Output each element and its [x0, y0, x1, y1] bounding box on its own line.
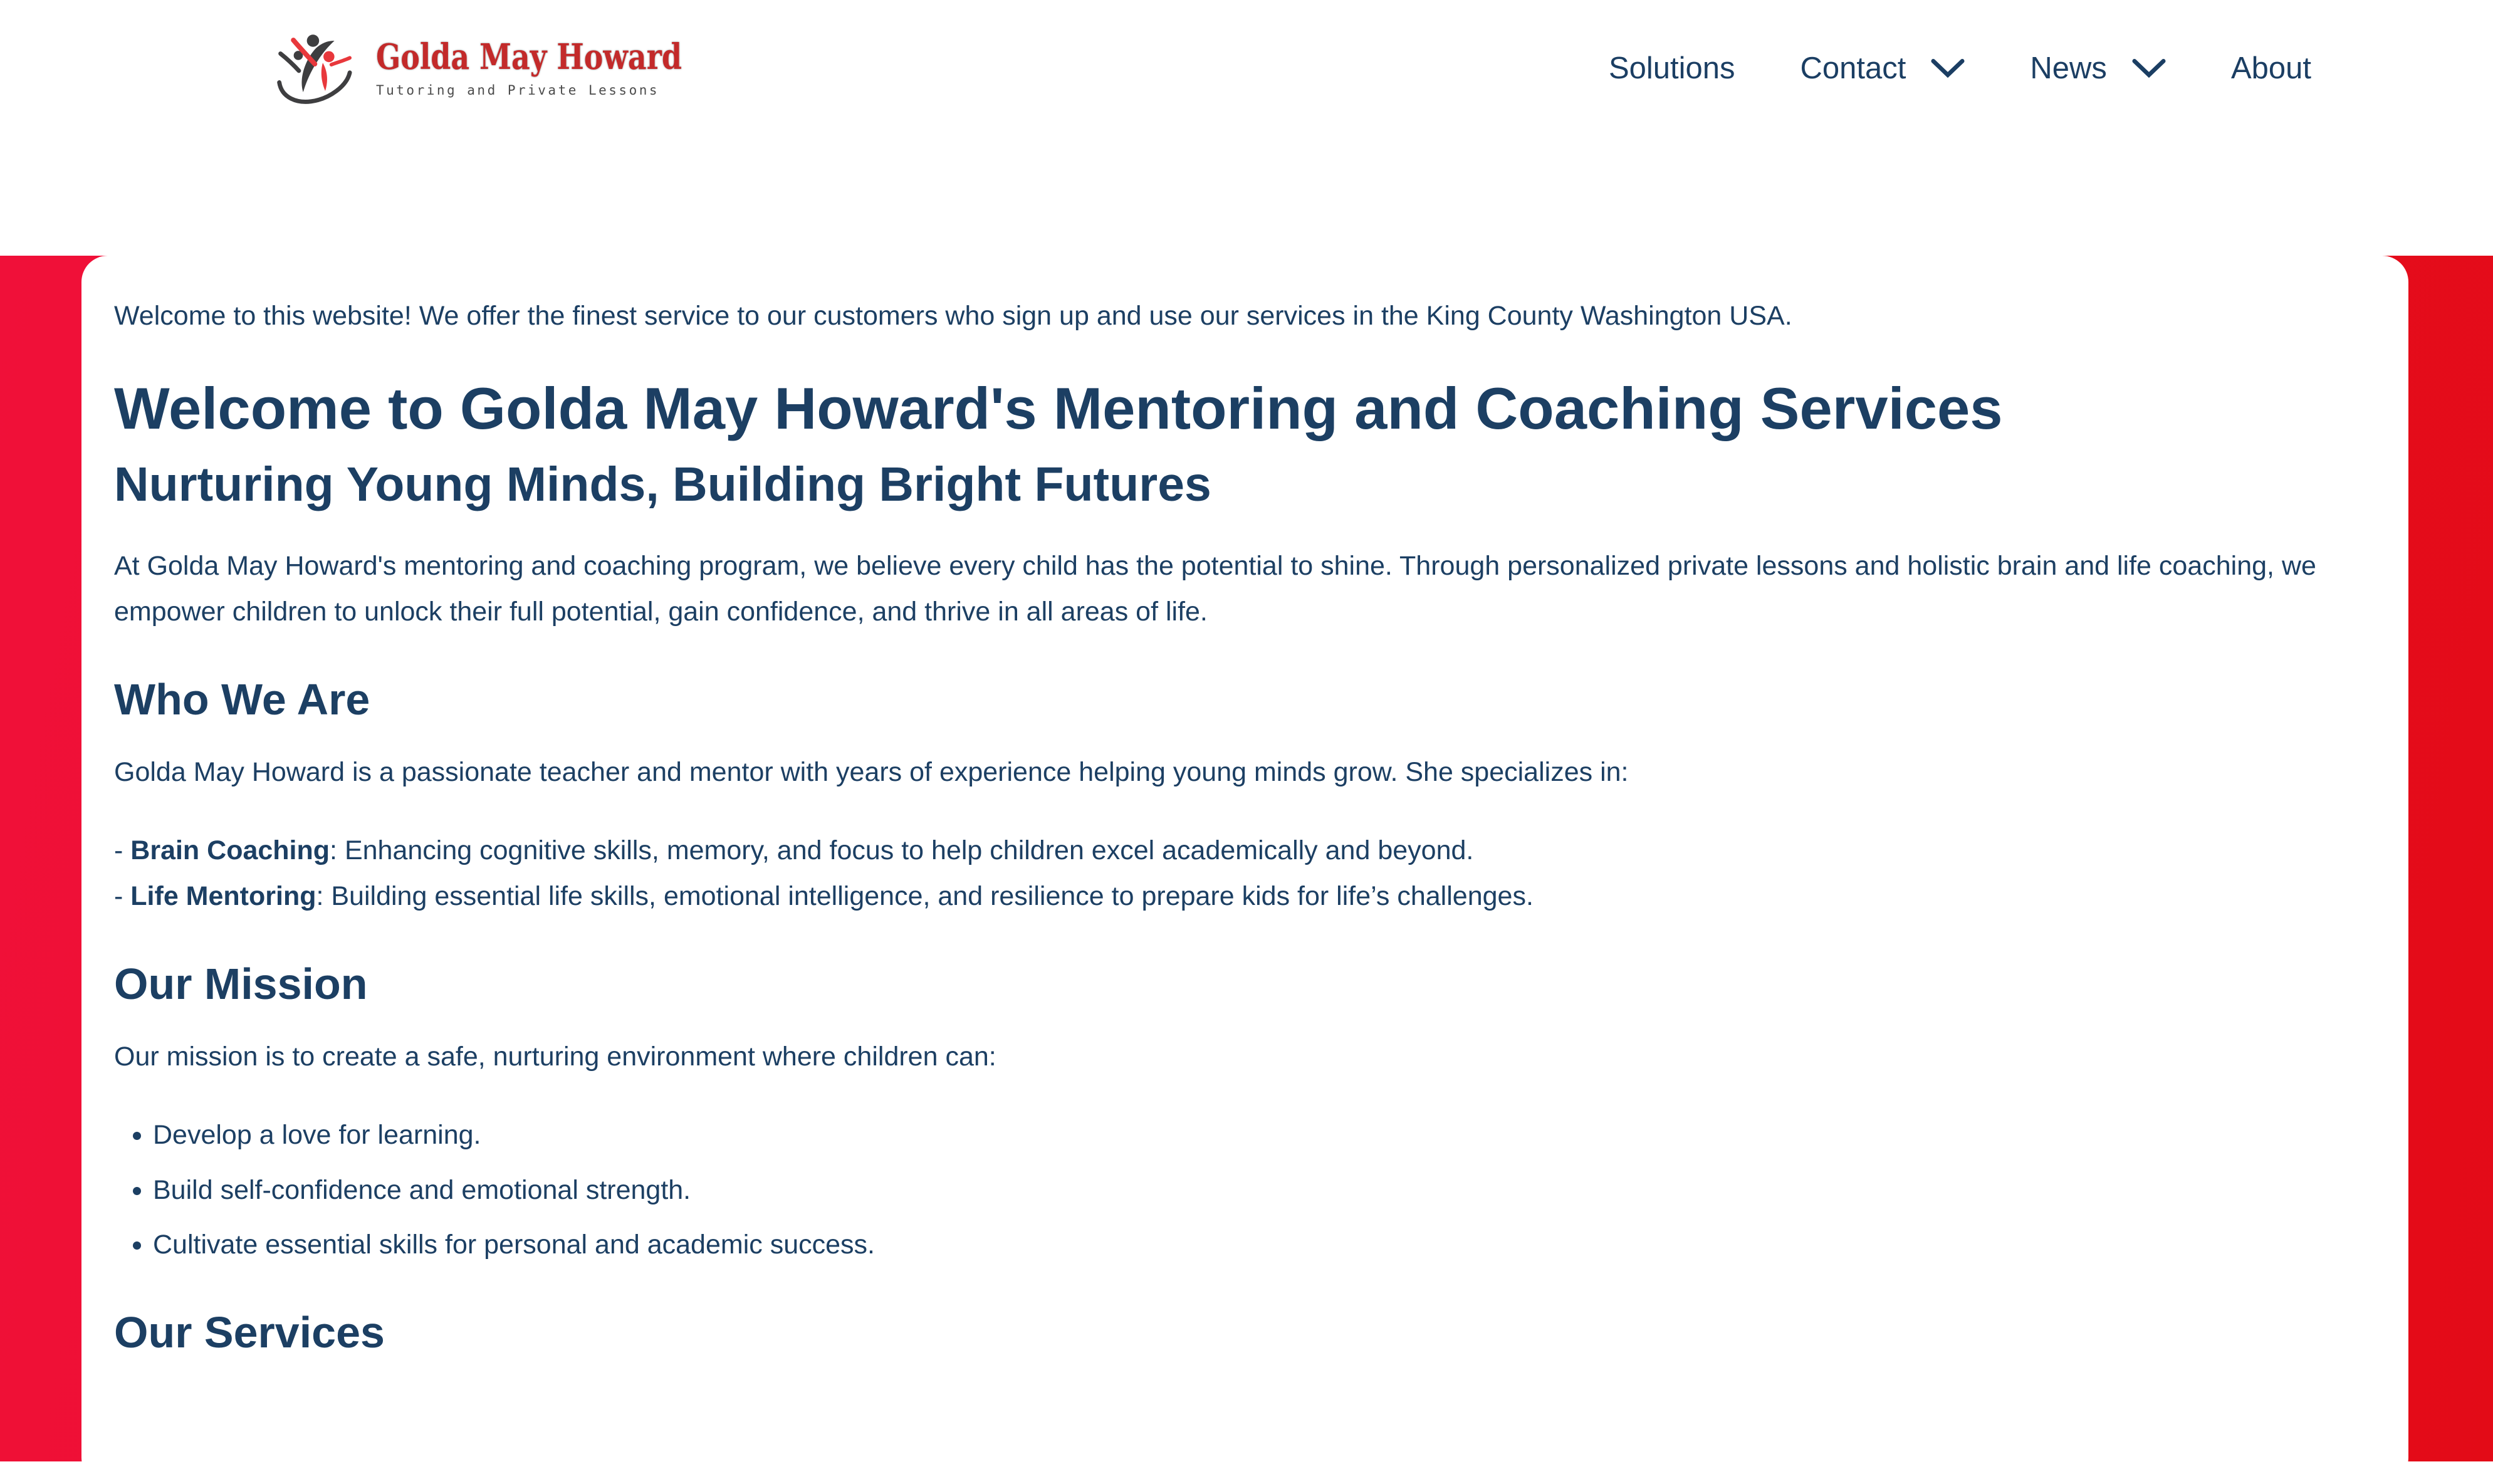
intro-text: Welcome to this website! We offer the finest service to our customers who sign up and use our services in the King County Washington USA.	[114, 301, 1792, 331]
nav-label: About	[2230, 51, 2311, 85]
logo-title: Golda May Howard	[376, 36, 682, 78]
nav-label: Contact	[1800, 51, 1906, 85]
specialty-life-mentoring: - Life Mentoring: Building essential life skills, emotional intelligence, and resilience to prepare kids for life’s challenges.	[114, 881, 1534, 912]
logo-people-icon	[269, 21, 352, 115]
page-subtitle: Nurturing Young Minds, Building Bright Futures	[114, 457, 1211, 511]
nav-item-contact[interactable]	[1800, 51, 1965, 86]
list-item: • Build self-confidence and emotional strength.	[153, 1168, 2376, 1213]
chevron-down-icon	[2132, 58, 2166, 78]
who-we-are-text: Golda May Howard is a passionate teacher and mentor with years of experience helping young minds grow. She specializes in:	[114, 757, 1629, 788]
mission-list	[114, 1112, 2376, 1267]
logo[interactable]	[269, 21, 749, 115]
nav-item-news[interactable]	[2030, 51, 2166, 86]
nav-item-about[interactable]	[2231, 51, 2311, 86]
hero-background	[0, 256, 2493, 1461]
section-heading-who-we-are: Who We Are	[114, 675, 370, 724]
logo-subtitle: Tutoring and Private Lessons	[376, 83, 660, 98]
section-heading-our-mission: Our Mission	[114, 959, 368, 1009]
page-title: Welcome to Golda May Howard's Mentoring and Coaching Services	[114, 375, 2003, 442]
nav-item-solutions[interactable]	[1609, 51, 1735, 86]
mission-text: Our mission is to create a safe, nurturing environment where children can:	[114, 1042, 996, 1072]
site-header	[0, 0, 2493, 137]
specialties	[114, 828, 2376, 919]
section-heading-our-services: Our Services	[114, 1307, 385, 1357]
lead-paragraph: At Golda May Howard's mentoring and coaching program, we believe every child has the potential to shine. Through personalized private lessons and holistic brain and life coaching, we empower children to unlock their full potential, gain confidence, and thrive in all areas of life.	[114, 550, 2316, 627]
nav-label: Solutions	[1608, 51, 1735, 85]
content-card	[81, 256, 2408, 1484]
chevron-down-icon	[1931, 58, 1965, 78]
list-item: • Cultivate essential skills for personal and academic success.	[153, 1222, 2376, 1268]
specialty-brain-coaching: - Brain Coaching: Enhancing cognitive skills, memory, and focus to help children excel academically and beyond.	[114, 835, 1474, 866]
main-nav	[1609, 51, 2311, 86]
nav-label: News	[2030, 51, 2107, 85]
list-item: • Develop a love for learning.	[153, 1112, 2376, 1158]
